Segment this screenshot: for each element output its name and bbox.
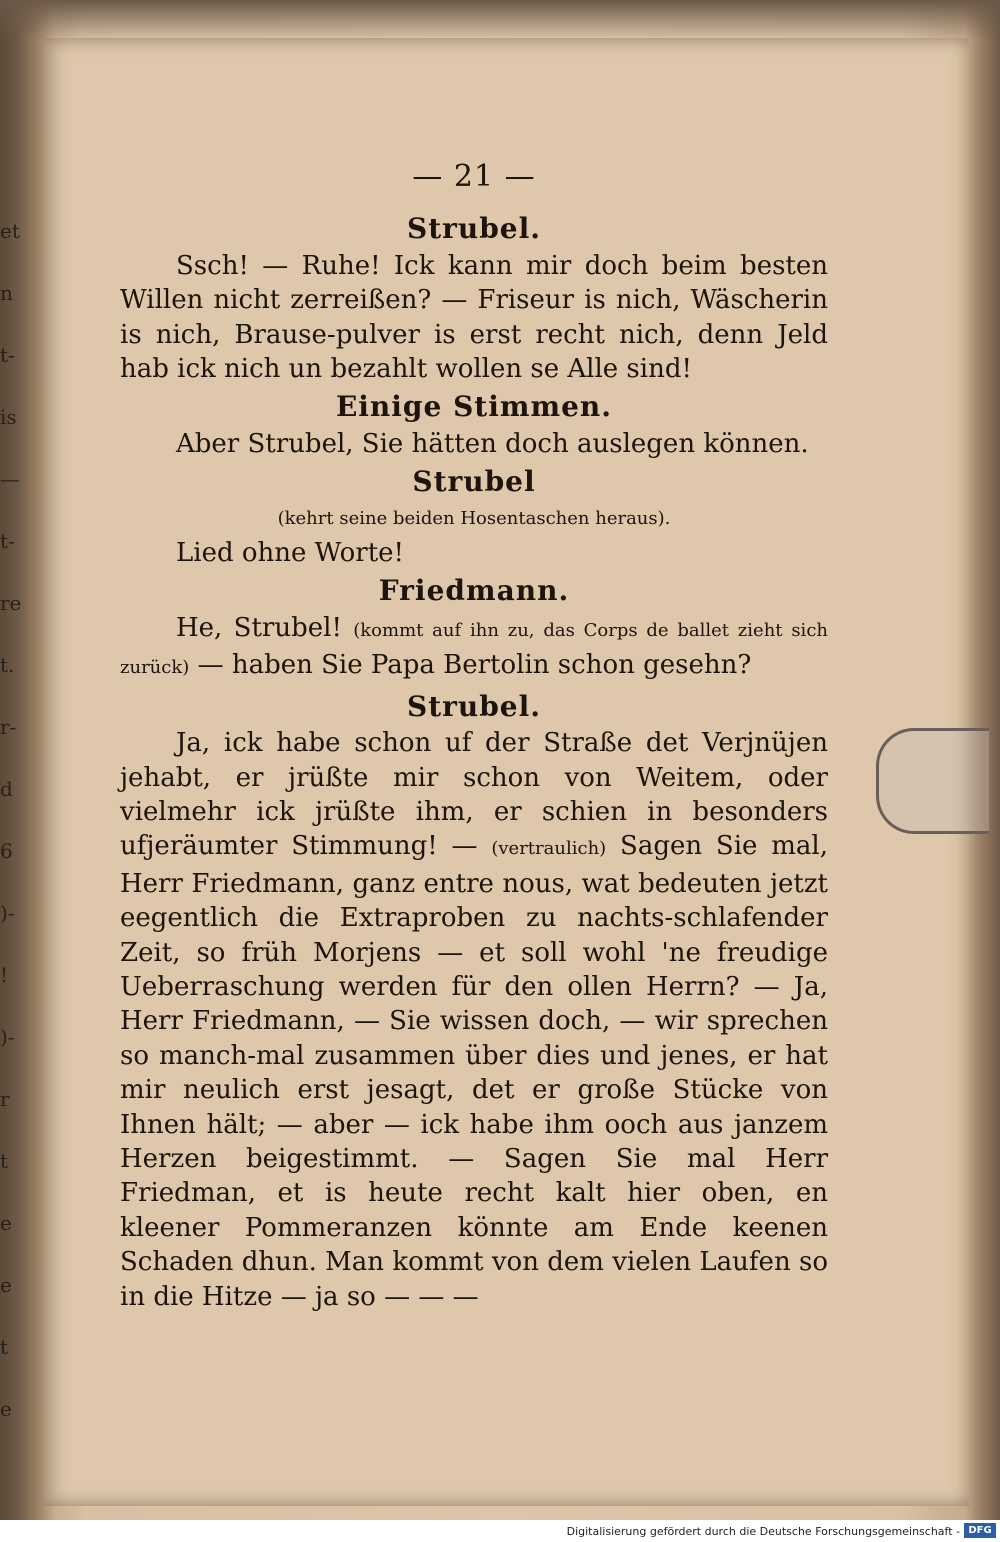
margin-fragment: e bbox=[0, 1211, 12, 1235]
margin-fragment: d bbox=[0, 777, 13, 801]
stage-direction: (kehrt seine beiden Hosentaschen heraus). bbox=[277, 507, 671, 529]
margin-fragment: t- bbox=[0, 529, 15, 553]
margin-fragment: t. bbox=[0, 653, 15, 677]
margin-fragment: r- bbox=[0, 715, 17, 739]
dialogue-paragraph bbox=[120, 726, 828, 1314]
page-text bbox=[120, 160, 828, 1314]
speaker-name: Strubel bbox=[412, 465, 536, 499]
page-number: — 21 — bbox=[412, 159, 536, 194]
speaker-name: Strubel. bbox=[406, 689, 542, 723]
dialogue-paragraph: Aber Strubel, Sie hätten doch auslegen können. bbox=[176, 428, 809, 459]
margin-fragment: )- bbox=[0, 1025, 15, 1049]
dialogue-text: He, Strubel! bbox=[176, 612, 342, 643]
dialogue-paragraph: Ssch! — Ruhe! Ick kann mir doch beim besten Willen nicht zerreißen? — Friseur is nich, Wäscherin is nich, Brause-pulver is erst recht nich, denn Jeld hab ick nich un bezahlt wollen se Alle sind! bbox=[120, 250, 828, 385]
speaker-name: Friedmann. bbox=[378, 574, 570, 608]
inline-stage-direction: (kommt auf ihn zu, das Corps de ballet zieht sich zurück) bbox=[120, 619, 828, 679]
dialogue-text: Ja, ick habe schon uf der Straße det Verjnüjen jehabt, er jrüßte mir schon von Weitem, oder vielmehr ick jrüßte ihm, er schien in besonders ufjeräumter Stimmung! — bbox=[120, 728, 828, 862]
margin-fragment: ! bbox=[0, 963, 9, 987]
dfg-logo: DFG bbox=[964, 1523, 996, 1538]
dialogue-paragraph bbox=[120, 611, 828, 686]
margin-fragment: e bbox=[0, 1397, 12, 1421]
margin-fragment: et bbox=[0, 219, 20, 243]
inline-stage-direction: (vertraulich) bbox=[491, 838, 607, 860]
margin-fragment: — bbox=[0, 467, 20, 491]
margin-fragment: re bbox=[0, 591, 22, 615]
margin-fragment: n bbox=[0, 281, 13, 305]
margin-fragment: t bbox=[0, 1149, 9, 1173]
margin-fragment: r bbox=[0, 1087, 10, 1111]
margin-fragment: t bbox=[0, 1335, 9, 1359]
dialogue-text: — haben Sie Papa Bertolin schon gesehn? bbox=[197, 650, 752, 681]
margin-fragment: t- bbox=[0, 343, 15, 367]
dialogue-paragraph: Lied ohne Worte! bbox=[176, 538, 404, 569]
page-clip bbox=[876, 728, 989, 834]
dialogue-text: Sagen Sie mal, Herr Friedmann, ganz entre nous, wat bedeuten jetzt eegentlich die Extraproben zu nachts-schlafender Zeit, so früh Morjens — et soll wohl 'ne freudige Ueberraschung werden für den ollen Herrn? — Ja, Herr Friedmann, — Sie wissen doch, — wir sprechen so manch-mal zusammen über dies und jenes, er hat mir neulich erst jesagt, det er große Stücke von Ihnen hält; — aber — ick habe ihm ooch aus janzem Herzen beigestimmt. — Sagen Sie mal Herr Friedman, et is heute recht kalt hier oben, en kleener Pommeranzen könnte am Ende keenen Schaden dhun. Man kommt von dem vielen Laufen so in die Hitze — ja so — — — bbox=[120, 831, 829, 1312]
footer-bar bbox=[0, 1520, 1000, 1542]
adjacent-page-margin bbox=[0, 200, 22, 1421]
scan-top-shadow bbox=[0, 0, 1000, 40]
text-blocks bbox=[120, 212, 828, 1314]
margin-fragment: is bbox=[0, 405, 17, 429]
margin-fragment: e bbox=[0, 1273, 12, 1297]
speaker-name: Strubel. bbox=[406, 212, 542, 246]
margin-fragment: )- bbox=[0, 901, 15, 925]
margin-fragment: 6 bbox=[0, 839, 13, 863]
funding-notice: Digitalisierung gefördert durch die Deutsche Forschungsgemeinschaft - bbox=[566, 1525, 960, 1538]
speaker-name: Einige Stimmen. bbox=[335, 390, 613, 424]
